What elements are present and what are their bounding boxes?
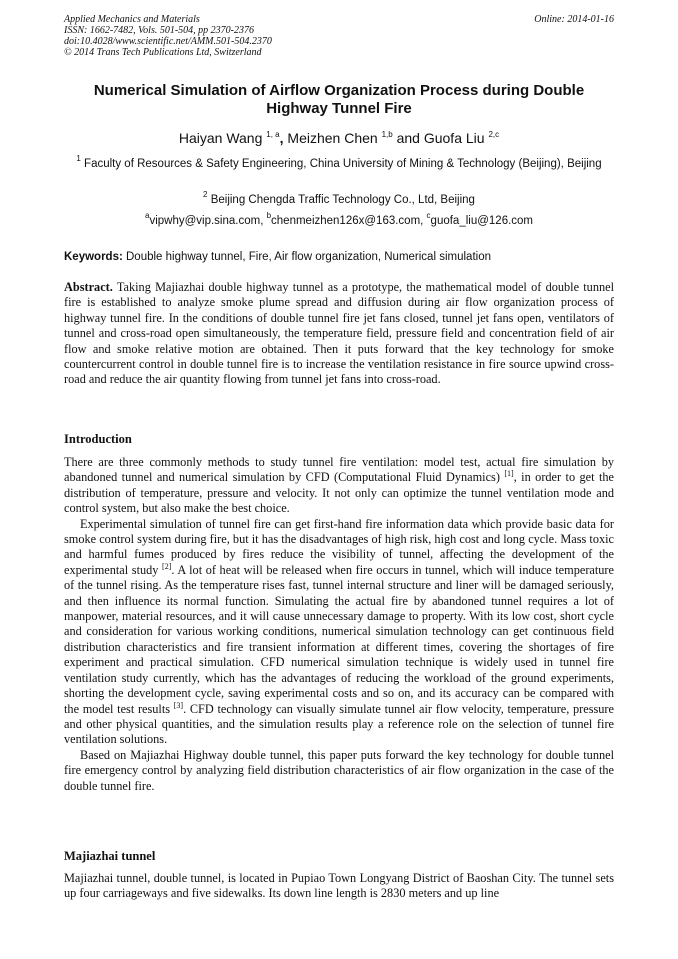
keywords-line bbox=[64, 250, 614, 265]
email-separator: , bbox=[260, 215, 267, 227]
section-heading-majiazhai: Majiazhai tunnel bbox=[64, 849, 156, 863]
abstract-label: Abstract. bbox=[64, 280, 113, 294]
intro-p2-text: Experimental simulation of tunnel fire can get first-hand fire information data which provide basic data for smoke control system during fire, but it has the disadvantages of high risk, high cost and long cycle. Mass toxic and harmful fumes produced by fires reduce the visibility of tunnel, affecting the development of the experimental study bbox=[64, 516, 614, 577]
introduction-body bbox=[64, 455, 614, 794]
affiliation-text: Faculty of Resources & Safety Engineering, China University of Mining & Technology (Beijing), Beijing bbox=[84, 158, 602, 170]
journal-name: Applied Mechanics and Materials bbox=[64, 14, 200, 25]
intro-paragraph-2 bbox=[64, 517, 614, 748]
email-line bbox=[64, 211, 614, 229]
citation-ref: [3] bbox=[173, 700, 184, 710]
citation-ref: [2] bbox=[162, 561, 172, 571]
intro-p1-text: There are three commonly methods to study tunnel fire ventilation: model test, actual fire simulation by abandoned tunnel and numerical simulation by CFD (Computational Fluid Dynamics) bbox=[64, 455, 614, 485]
intro-paragraph-1 bbox=[64, 455, 614, 517]
email-marker: a bbox=[144, 211, 150, 220]
author-separator: , bbox=[279, 130, 288, 146]
majiazhai-body bbox=[64, 871, 614, 902]
email-address: chenmeizhen126x@163.com bbox=[271, 215, 421, 227]
author-marker: 2,c bbox=[488, 130, 500, 139]
online-date: Online: 2014-01-16 bbox=[534, 14, 614, 25]
abstract bbox=[64, 280, 614, 388]
intro-p2-text-cont: . A lot of heat will be released when fire occurs in tunnel, which will induce temperature of the tunnel rising. As the temperature rises fast, tunnel internal structure and liner will be damaged seriously, and then influence its normal function. Simulating the actual fire by abandoned tunnel requires a lot of manpower, material resources, and it will cause unnecessary damage to property. With its low cost, short cycle and consideration for various working conditions, numerical simulation technology can get continuous field distribution characteristics and fire transient information at different times, covering the shortages of fire experiment and practical simulation. CFD numerical simulation technique is widely used in tunnel fire ventilation study currently, which has the advantages of reducing the workload of the ground experiments, shorting the development cycle, saving experimental costs and so on, and its accuracy can be compared with the model test results bbox=[64, 562, 614, 716]
paper-title: Numerical Simulation of Airflow Organization Process during Double Highway Tunnel Fire bbox=[93, 82, 585, 117]
keywords-label: Keywords: bbox=[64, 251, 123, 263]
journal-header bbox=[64, 14, 614, 58]
author-name: Meizhen Chen bbox=[287, 130, 378, 146]
author-marker: 1, a bbox=[266, 130, 280, 139]
email-marker: b bbox=[266, 211, 272, 220]
affiliation-2 bbox=[64, 190, 614, 208]
abstract-text: Taking Majiazhai double highway tunnel as a prototype, the mathematical model of double tunnel fire is established to analyze smoke plume spread and diffusion during air flow organization process of highway tunnel fire. In the conditions of double tunnel fire jet fans closed, tunnel jet fans open, ventilators of tunnel and cross-road open simultaneously, the temperature field, pressure field and concentration field of air flow and smoke relative motion are obtained. Then it puts forward that the key technology for smoke countercurrent control in double tunnel fire is to increase the ventilation resistance in fire source upwind cross-road and reduce the air quantity flowing from tunnel jet fans into cross-road. bbox=[64, 280, 615, 387]
author-separator: and bbox=[392, 130, 424, 146]
copyright-line: © 2014 Trans Tech Publications Ltd, Switzerland bbox=[64, 47, 262, 58]
author-marker: 1,b bbox=[381, 130, 393, 139]
email-address: guofa_liu@126.com bbox=[430, 215, 534, 227]
author-name: Haiyan Wang bbox=[178, 130, 263, 146]
citation-ref: [1] bbox=[504, 469, 514, 479]
author-name: Guofa Liu bbox=[423, 130, 485, 146]
keywords-text: Double highway tunnel, Fire, Air flow organization, Numerical simulation bbox=[126, 251, 491, 263]
majiazhai-paragraph-1: Majiazhai tunnel, double tunnel, is located in Pupiao Town Longyang District of Baoshan City. The tunnel sets up four carriageways and five sidewalks. Its down line length is 2830 meters and up line bbox=[64, 871, 614, 901]
author-list bbox=[64, 130, 614, 147]
intro-p2-text-end: . CFD technology can visually simulate tunnel air flow velocity, temperature, pressure and other physical quantities, and the simulation results play a reference role on the selection of tunnel fire ventilation solutions. bbox=[64, 701, 614, 747]
email-marker: c bbox=[426, 211, 431, 220]
intro-paragraph-3: Based on Majiazhai Highway double tunnel, this paper puts forward the key technology for double tunnel fire emergency control by analyzing field distribution characteristics of air flow organization in the case of the double tunnel fire. bbox=[64, 747, 614, 793]
affiliation-marker: 2 bbox=[203, 190, 208, 199]
section-heading-introduction: Introduction bbox=[64, 432, 132, 446]
affiliation-text: Beijing Chengda Traffic Technology Co., Ltd, Beijing bbox=[210, 194, 475, 206]
issn-line: ISSN: 1662-7482, Vols. 501-504, pp 2370-2376 bbox=[64, 25, 254, 36]
email-separator: , bbox=[420, 215, 427, 227]
affiliation-marker: 1 bbox=[76, 154, 81, 163]
affiliation-1 bbox=[64, 154, 614, 172]
email-address: vipwhy@vip.sina.com bbox=[149, 215, 261, 227]
intro-p1-text-cont: , in order to get the distribution of temperature, pressure and velocity. It not only can optimize the tunnel ventilation mode and control system, but also make the best choice. bbox=[64, 470, 614, 516]
doi-line: doi:10.4028/www.scientific.net/AMM.501-504.2370 bbox=[64, 36, 272, 47]
